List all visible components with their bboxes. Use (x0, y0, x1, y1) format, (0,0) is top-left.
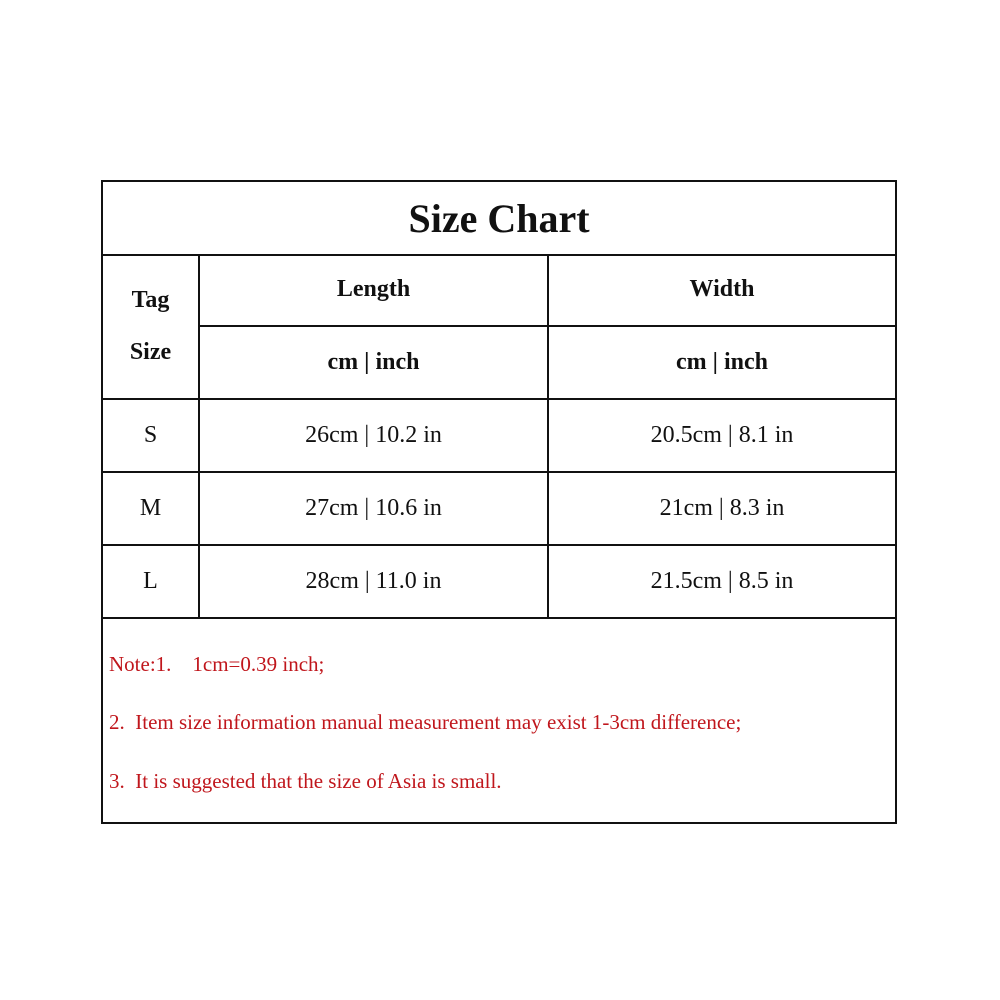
note-2: 2. Item size information manual measurement may exist 1-3cm difference; (109, 710, 742, 734)
width-cell: 21.5cm | 8.5 in (548, 545, 895, 618)
length-cell: 26cm | 10.2 in (199, 399, 548, 472)
width-header: Width (548, 254, 895, 326)
size-cell: S (103, 399, 199, 472)
tag-size-header (103, 254, 199, 399)
size-table (103, 254, 895, 619)
length-cell: 28cm | 11.0 in (199, 545, 548, 618)
size-cell: L (103, 545, 199, 618)
length-cell: 27cm | 10.6 in (199, 472, 548, 545)
tag-size-header-line2: Size (129, 339, 172, 365)
size-chart (101, 180, 897, 824)
width-cell: 21cm | 8.3 in (548, 472, 895, 545)
chart-title: Size Chart (103, 182, 895, 256)
header-row-1 (103, 254, 895, 326)
tag-size-header-line1: Tag (131, 287, 170, 313)
width-cell: 20.5cm | 8.1 in (548, 399, 895, 472)
length-header: Length (199, 254, 548, 326)
header-row-2 (103, 326, 895, 399)
table-row (103, 472, 895, 545)
note-1: Note:1. 1cm=0.39 inch; (109, 652, 325, 676)
size-cell: M (103, 472, 199, 545)
table-row (103, 399, 895, 472)
note-3: 3. It is suggested that the size of Asia is small. (109, 769, 502, 793)
table-row (103, 545, 895, 618)
length-unit-header: cm | inch (199, 326, 548, 399)
width-unit-header: cm | inch (548, 326, 895, 399)
